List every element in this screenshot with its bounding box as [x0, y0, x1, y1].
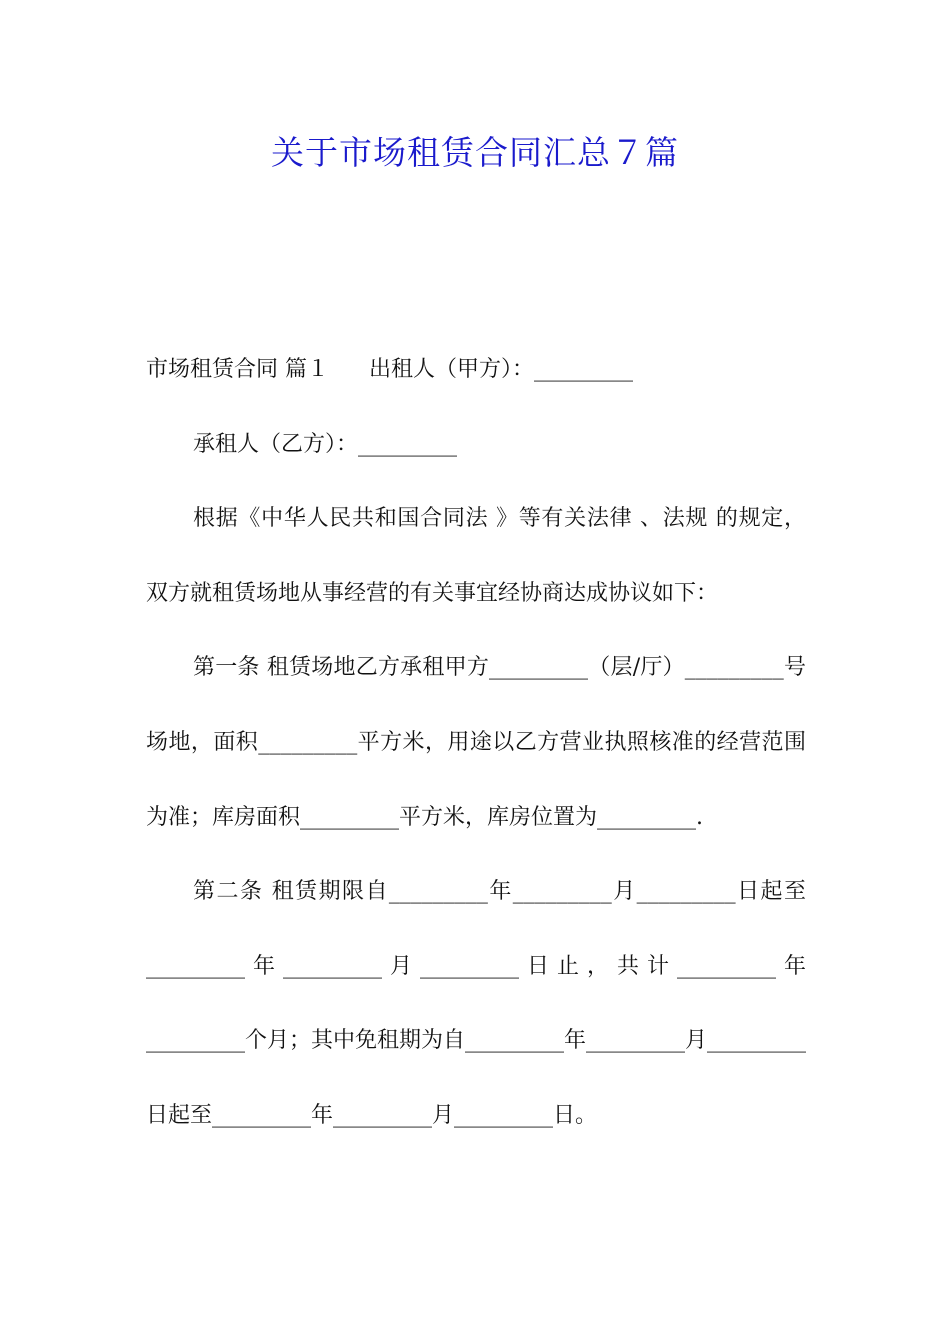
paragraph-article-2: 第二条 租赁期限自_________年_________月_________日起至_________年_________月_________日止，共计_________年_________个月；其中免租期为自_________年_________月_________日起至_________年_________月_________日。 [146, 879, 807, 1128]
section-heading: 市场租赁合同 篇１ [146, 357, 329, 382]
document-title: 关于市场租赁合同汇总７篇 [271, 133, 679, 172]
paragraph-article-1: 第一条 租赁场地乙方承租甲方_________（层/厅）_________号场地，面积_________平方米，用途以乙方营业执照核准的经营范围为准；库房面积_________平方米，库房位置为_________. [146, 655, 806, 830]
paragraph-lessee: 承租人（乙方）：_________ [193, 431, 458, 457]
lessor-line: 出租人（甲方）：_________ [369, 357, 634, 382]
paragraph-preamble: 根据《中华人民共和国合同法 》等有关法律 、法规 的规定，双方就租赁场地从事经营的有关事宜经协商达成协议如下： [146, 506, 806, 606]
document-body [146, 333, 806, 1154]
paragraph-parties-lessor [146, 333, 806, 408]
